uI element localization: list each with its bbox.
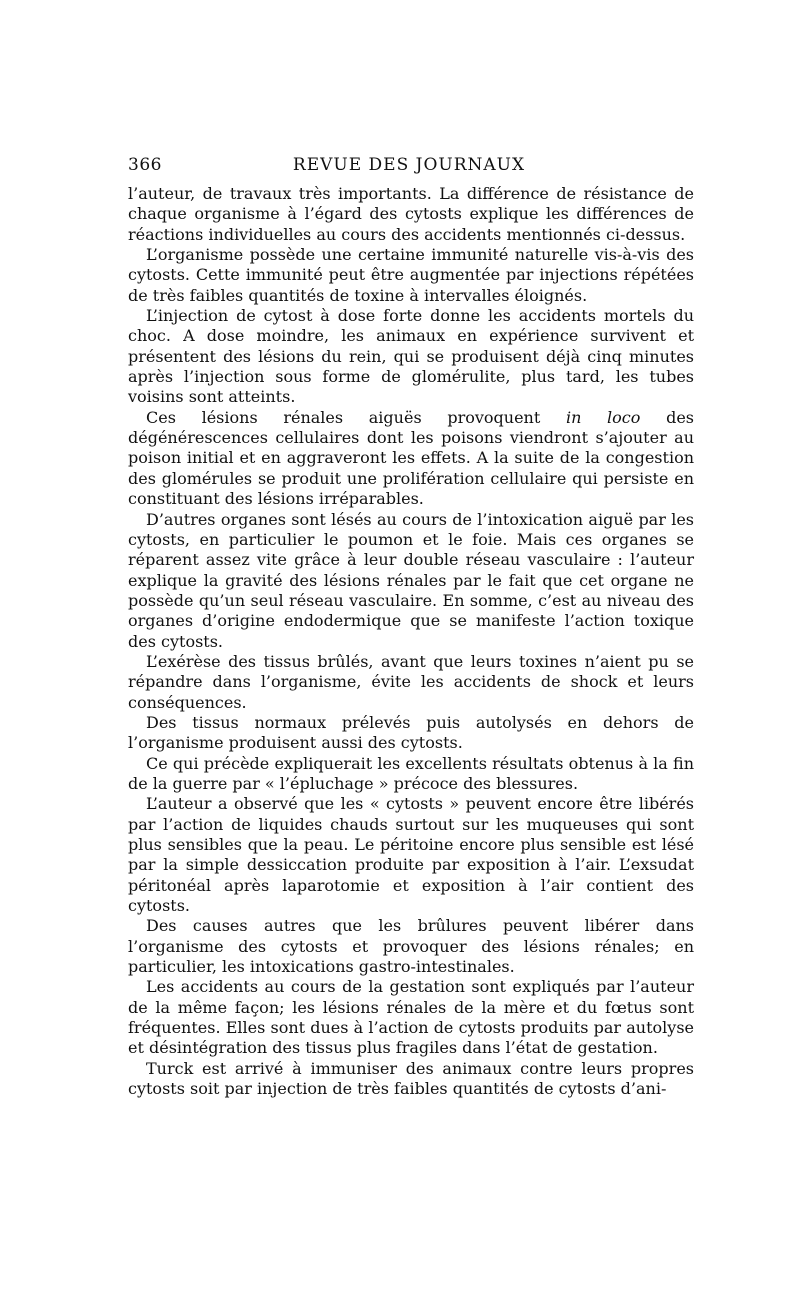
paragraph-5: D’autres organes sont lésés au cours de l’intoxication aiguë par les cytosts, en particulier le poumon et le foie. Mais ces organes se réparent assez vite grâce à leur double réseau vasculaire : l’auteur explique la gravité des lésions rénales par le fait que cet organe ne possède qu’un seul réseau vasculaire. En somme, c’est au niveau des organes d’origine endodermique que se manifeste l’action toxique des cytosts.: [128, 509, 694, 651]
paragraph-4: [128, 408, 694, 510]
paragraph-11: Les accidents au cours de la gestation sont expliqués par l’auteur de la même façon; les lésions rénales de la mère et du fœtus sont fréquentes. Elles sont dues à l’action de cytosts produits par autolyse et désintégration des tissus plus fragiles dans l’état de gestation.: [128, 977, 694, 1058]
paragraph-9: L’auteur a observé que les « cytosts » peuvent encore être libérés par l’action de liquides chauds surtout sur les muqueuses qui sont plus sensibles que la peau. Le péritoine encore plus sensible est lésé par la simple dessiccation produite par exposition à l’air. L’exsudat péritonéal après laparotomie et exposition à l’air contient des cytosts.: [128, 794, 694, 916]
paragraph-4-text-before: Ces lésions rénales aiguës provoquent: [146, 407, 566, 427]
article-body: [128, 184, 694, 1099]
paragraph-8: Ce qui précède expliquerait les excellents résultats obtenus à la fin de la guerre par « l’épluchage » précoce des blessures.: [128, 753, 694, 793]
paragraph-2: L’organisme possède une certaine immunité naturelle vis-à-vis des cytosts. Cette immunité peut être augmentée par injections répétées de très faibles quantités de toxine à intervalles éloignés.: [128, 245, 694, 305]
paragraph-4-italic-term: in loco: [565, 407, 641, 427]
paragraph-1: l’auteur, de travaux très importants. La différence de résistance de chaque organisme à l’égard des cytosts explique les différences de réactions individuelles au cours des accidents mentionnés ci-dessus.: [128, 184, 694, 244]
page-number: 366: [128, 155, 162, 175]
paragraph-7: Des tissus normaux prélevés puis autolysés en dehors de l’organisme produisent aussi des cytosts.: [128, 712, 694, 753]
paragraph-6: L’exérèse des tissus brûlés, avant que leurs toxines n’aient pu se répandre dans l’organisme, évite les accidents de shock et leurs conséquences.: [128, 651, 694, 712]
paragraph-3: L’injection de cytost à dose forte donne les accidents mortels du choc. A dose moindre, les animaux en expérience survivent et présentent des lésions du rein, qui se produisent déjà cinq minutes après l’injection sous forme de glomérulite, plus tard, les tubes voisins sont atteints.: [128, 306, 694, 407]
paragraph-12: Turck est arrivé à immuniser des animaux contre leurs propres cytosts soit par injection de très faibles quantités de cytosts d’ani-: [128, 1058, 694, 1099]
paragraph-4-text-after: des dégénérescences cellulaires dont les poisons viendront s’ajouter au poison initial et en aggraveront les effets. A la suite de la congestion des glomérules se produit une prolifération cellulaire qui persiste en constituant des lésions irréparables.: [128, 407, 695, 509]
running-head: [128, 155, 690, 177]
paragraph-10: Des causes autres que les brûlures peuvent libérer dans l’organisme des cytosts et provoquer des lésions rénales; en particulier, les intoxications gastro-intestinales.: [128, 916, 694, 977]
journal-title: REVUE DES JOURNAUX: [292, 155, 526, 175]
